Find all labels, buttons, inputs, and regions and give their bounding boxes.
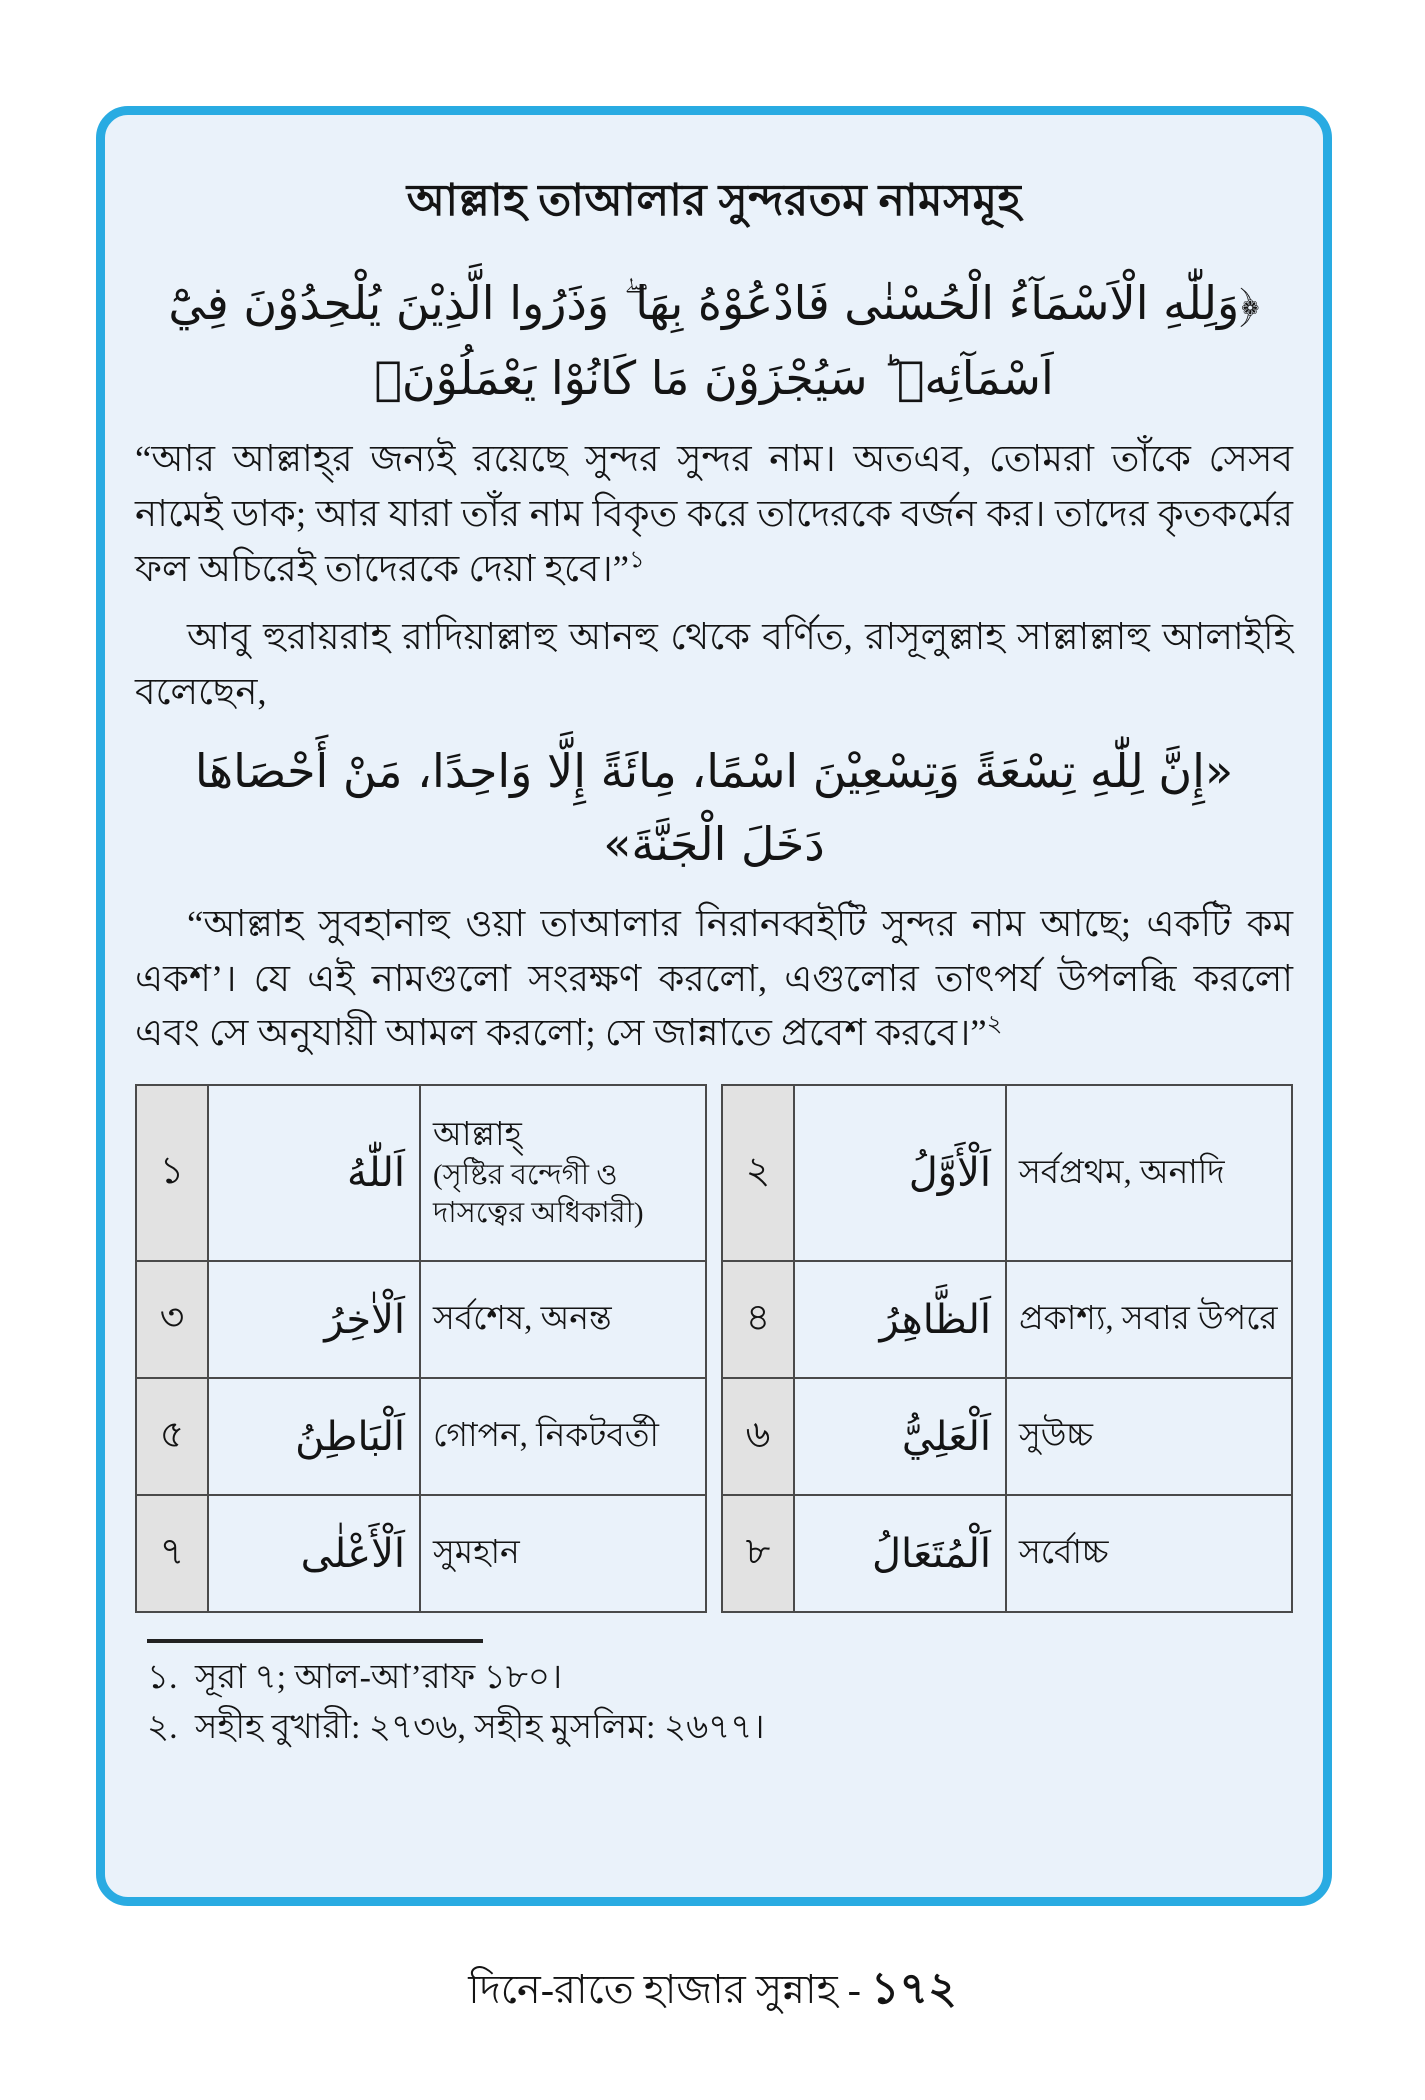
name-number: ৭ bbox=[136, 1495, 208, 1612]
quran-verse-arabic bbox=[135, 266, 1293, 415]
book-title: দিনে-রাতে হাজার সুন্নাহ - bbox=[468, 1967, 871, 2012]
table-row bbox=[136, 1261, 706, 1378]
name-arabic: اَلْأَوَّلُ bbox=[794, 1085, 1006, 1261]
content-panel bbox=[96, 106, 1332, 1906]
table-row bbox=[722, 1261, 1292, 1378]
table-row bbox=[722, 1085, 1292, 1261]
footnote-1 bbox=[135, 1653, 1293, 1702]
page-number: ১৭২ bbox=[870, 1964, 957, 2013]
name-number: ৫ bbox=[136, 1378, 208, 1495]
name-meaning: সর্বপ্রথম, অনাদি bbox=[1006, 1085, 1292, 1261]
names-table-right bbox=[721, 1084, 1293, 1613]
footnote-text: সূরা ৭; আল-আ’রাফ ১৮০। bbox=[195, 1659, 563, 1697]
footnote-divider bbox=[147, 1639, 483, 1643]
name-number: ৪ bbox=[722, 1261, 794, 1378]
table-row bbox=[136, 1378, 706, 1495]
name-arabic: اَلْاٰخِرُ bbox=[208, 1261, 420, 1378]
footnote-number: ২. bbox=[147, 1708, 178, 1746]
name-number: ৮ bbox=[722, 1495, 794, 1612]
hadith-translation-text: “আল্লাহ সুবহানাহু ওয়া তাআলার নিরানব্বইটি সুন্দর নাম আছে; একটি কম একশ’। যে এই নামগুলো সংরক্ষণ করলো, এগুলোর তাৎপর্য উপলব্ধি করলো এবং সে অনুযায়ী আমল করলো; সে জান্নাতে প্রবেশ করবে।” bbox=[135, 903, 1293, 1055]
name-arabic: اَلْمُتَعَالُ bbox=[794, 1495, 1006, 1612]
name-arabic: اَلْبَاطِنُ bbox=[208, 1378, 420, 1495]
narration-intro: আবু হুরায়রাহ রাদিয়াল্লাহু আনহু থেকে বর্ণিত, রাসূলুল্লাহ সাল্লাল্লাহু আলাইহি বলেছেন, bbox=[135, 617, 1293, 714]
quran-verse-line2: اَسْمَآئِهٖ ؕ سَيُجْزَوْنَ مَا كَانُوْا يَعْمَلُوْنَ﴾ bbox=[374, 350, 1054, 405]
names-of-allah-tables bbox=[135, 1084, 1293, 1613]
name-meaning: সুউচ্চ bbox=[1006, 1378, 1292, 1495]
table-row bbox=[722, 1378, 1292, 1495]
meaning-note: (সৃষ্টির বন্দেগী ও দাসত্বের অধিকারী) bbox=[433, 1158, 644, 1229]
name-arabic: اَلظَّاهِرُ bbox=[794, 1261, 1006, 1378]
page-title: আল্লাহ তাআলার সুন্দরতম নামসমূহ bbox=[406, 176, 1022, 225]
table-row bbox=[136, 1085, 706, 1261]
footnote-ref-1: ১ bbox=[629, 547, 645, 574]
name-meaning: সুমহান bbox=[420, 1495, 706, 1612]
footnote-number: ১. bbox=[147, 1659, 178, 1697]
footnote-text: সহীহ বুখারী: ২৭৩৬, সহীহ মুসলিম: ২৬৭৭। bbox=[195, 1708, 765, 1746]
names-table-left bbox=[135, 1084, 707, 1613]
running-footer bbox=[0, 1955, 1425, 2028]
name-meaning: গোপন, নিকটবর্তী bbox=[420, 1378, 706, 1495]
hadith-arabic-line1: «إِنَّ لِلّٰهِ تِسْعَةً وَتِسْعِيْنَ اسْمًا، مِائَةً إِلَّا وَاحِدًا، مَنْ أَحْصَاهَا bbox=[194, 743, 1234, 798]
name-meaning bbox=[420, 1085, 706, 1261]
name-arabic: اَلْأَعْلٰى bbox=[208, 1495, 420, 1612]
hadith-translation-paragraph bbox=[135, 898, 1293, 1062]
meaning-text: আল্লাহ্ bbox=[433, 1117, 522, 1154]
name-number: ৬ bbox=[722, 1378, 794, 1495]
table-row bbox=[136, 1495, 706, 1612]
footnote-ref-2: ২ bbox=[986, 1012, 1003, 1039]
hadith-arabic bbox=[135, 735, 1293, 882]
table-row bbox=[722, 1495, 1292, 1612]
name-number: ২ bbox=[722, 1085, 794, 1261]
name-arabic: اَلْعَلِيُّ bbox=[794, 1378, 1006, 1495]
footnote-2 bbox=[135, 1703, 1293, 1752]
quran-verse-line1: ﴿وَلِلّٰهِ الْاَسْمَآءُ الْحُسْنٰى فَادْعُوْهُ بِهَا ۖ وَذَرُوا الَّذِيْنَ يُلْحِدُوْنَ فِيْٓ bbox=[168, 276, 1260, 330]
quran-translation-paragraph bbox=[135, 433, 1293, 597]
name-meaning: প্রকাশ্য, সবার উপরে bbox=[1006, 1261, 1292, 1378]
name-number: ১ bbox=[136, 1085, 208, 1261]
name-meaning: সর্বোচ্চ bbox=[1006, 1495, 1292, 1612]
hadith-arabic-line2: دَخَلَ الْجَنَّةَ» bbox=[603, 817, 825, 872]
quran-translation-text: “আর আল্লাহ্‌র জন্যই রয়েছে সুন্দর সুন্দর নাম। অতএব, তোমরা তাঁকে সেসব নামেই ডাক; আর যারা তাঁর নাম বিকৃত করে তাদেরকে বর্জন কর। তাদের কৃতকর্মের ফল অচিরেই তাদেরকে দেয়া হবে।” bbox=[135, 439, 1293, 590]
name-arabic: اَللّٰهُ bbox=[208, 1085, 420, 1261]
name-meaning: সর্বশেষ, অনন্ত bbox=[420, 1261, 706, 1378]
name-number: ৩ bbox=[136, 1261, 208, 1378]
